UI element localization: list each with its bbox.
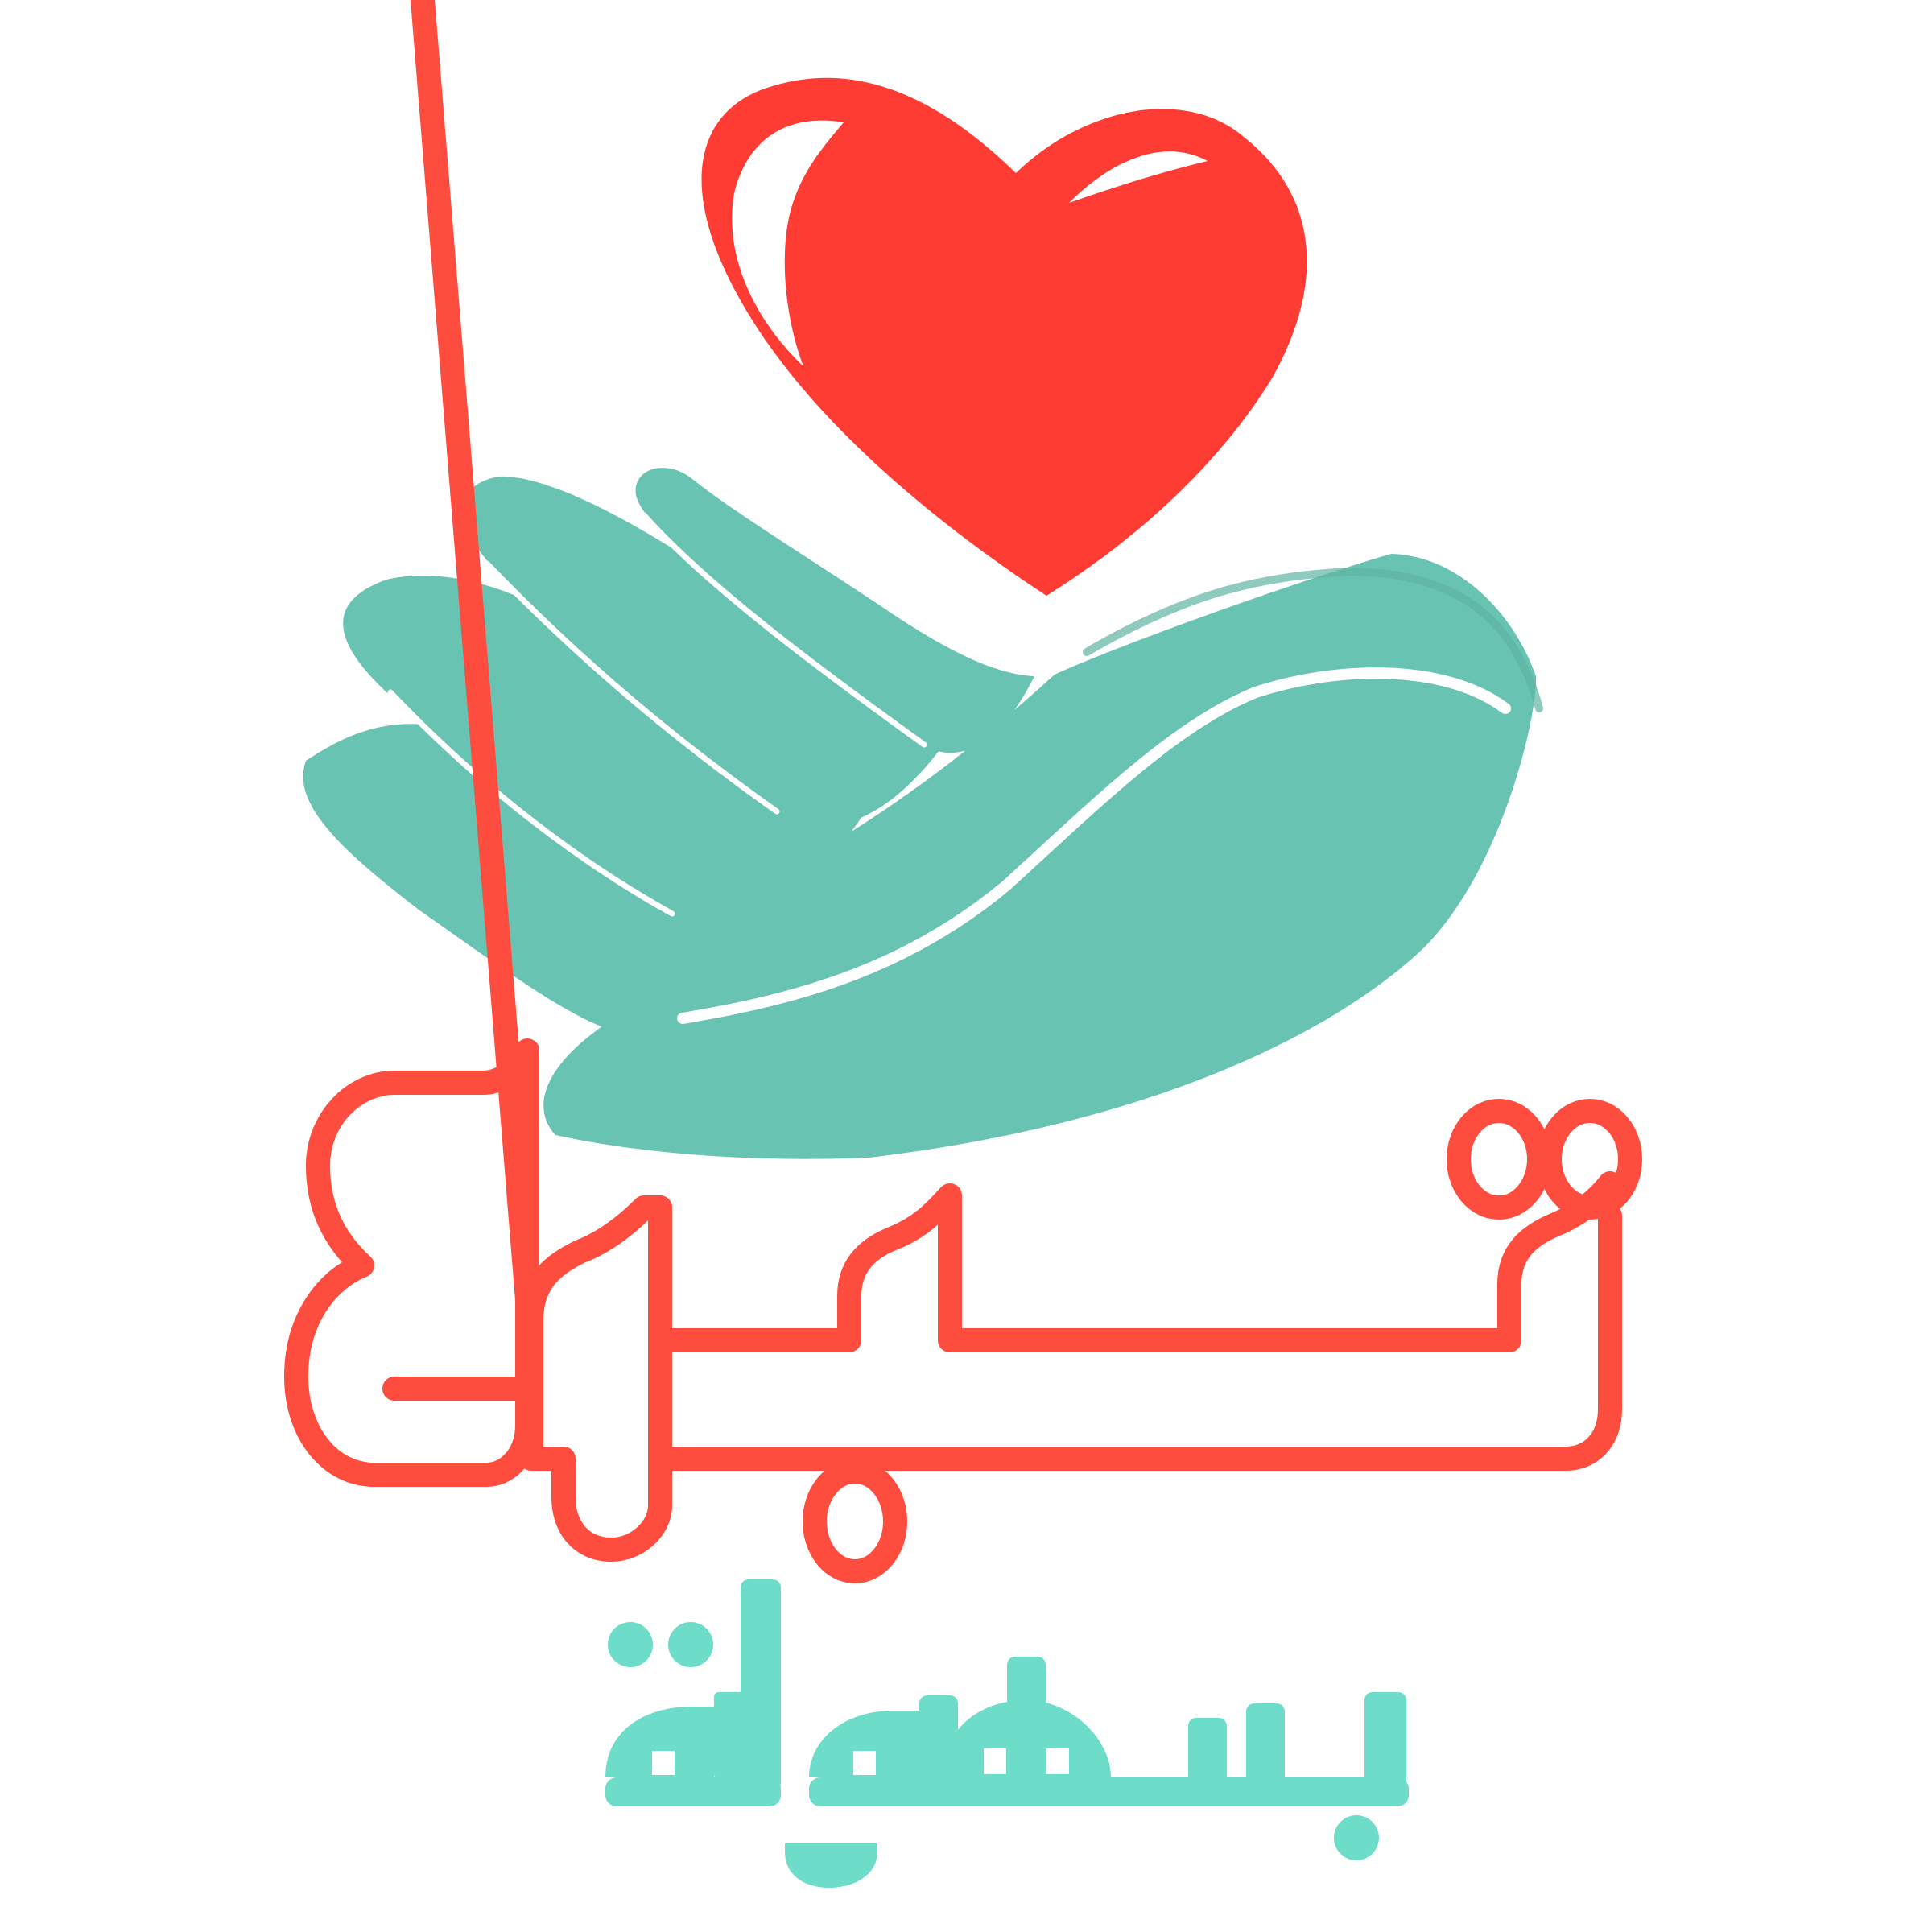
subtitle-dot: [608, 1622, 653, 1667]
title-letter: [296, 1051, 527, 1475]
title-body: [531, 1183, 1610, 1550]
subtitle-dot: [668, 1622, 713, 1667]
title-dot: [815, 1472, 895, 1571]
subtitle-dot: [1334, 1815, 1379, 1860]
title-dot: [1459, 1111, 1539, 1208]
subtitle-logotype: [605, 1579, 1409, 1888]
heart-icon: [702, 78, 1307, 596]
